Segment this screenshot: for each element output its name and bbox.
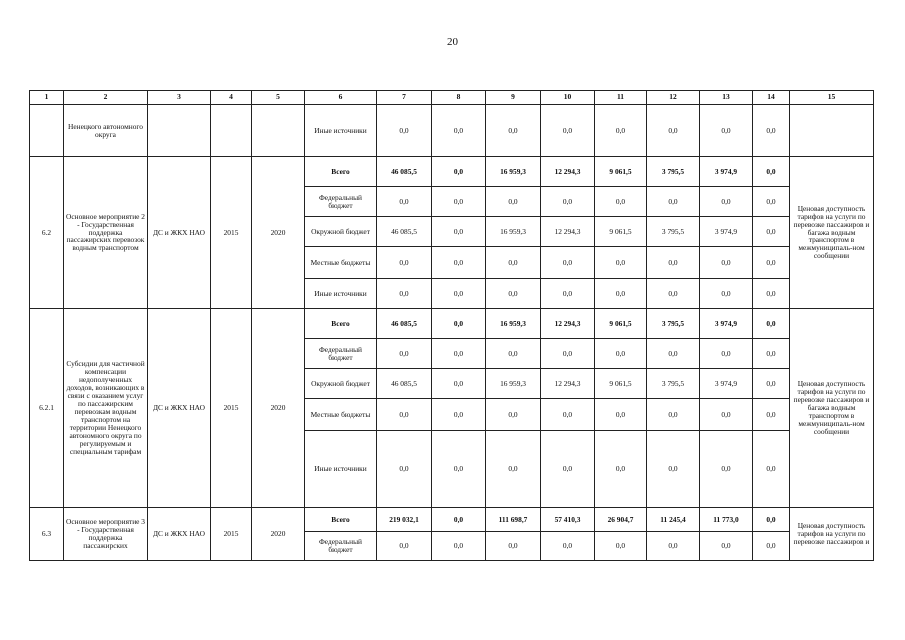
- funding-value: 16 959,3: [486, 157, 541, 187]
- funding-value: 0,0: [486, 247, 541, 279]
- funding-value: 0,0: [595, 532, 647, 561]
- header-cell: 2: [64, 91, 148, 105]
- funding-value: 46 085,5: [377, 217, 432, 247]
- funding-value: 3 974,9: [700, 157, 753, 187]
- funding-source: Иные источники: [305, 431, 377, 508]
- funding-value: 0,0: [700, 532, 753, 561]
- funding-value: 0,0: [486, 279, 541, 309]
- funding-value: 0,0: [541, 187, 595, 217]
- funding-value: 0,0: [753, 431, 790, 508]
- funding-value: 3 795,5: [647, 157, 700, 187]
- activity-description: Основное мероприятие 3 - Государственная поддержка пассажирских: [64, 508, 148, 561]
- funding-source: Местные бюджеты: [305, 247, 377, 279]
- funding-source: Иные источники: [305, 105, 377, 157]
- end-year-cell: 2020: [252, 508, 305, 561]
- funding-value: 0,0: [541, 247, 595, 279]
- funding-value: 0,0: [486, 532, 541, 561]
- funding-value: 0,0: [753, 247, 790, 279]
- funding-value: 0,0: [377, 399, 432, 431]
- funding-value: 0,0: [541, 105, 595, 157]
- program-table: [29, 90, 874, 561]
- funding-value: 0,0: [753, 508, 790, 532]
- funding-source: Федеральный бюджет: [305, 339, 377, 369]
- funding-value: 46 085,5: [377, 157, 432, 187]
- funding-value: 0,0: [647, 339, 700, 369]
- funding-value: 0,0: [700, 431, 753, 508]
- result-cell: Ценовая доступность тарифов на услуги по перевозке пассажиров и багажа водным транспортом в межмуниципаль-ном сообщении: [790, 157, 874, 309]
- funding-value: 0,0: [647, 431, 700, 508]
- funding-value: 0,0: [595, 339, 647, 369]
- funding-value: 0,0: [595, 279, 647, 309]
- header-cell: 5: [252, 91, 305, 105]
- funding-value: 12 294,3: [541, 369, 595, 399]
- header-cell: 8: [432, 91, 486, 105]
- funding-value: 9 061,5: [595, 217, 647, 247]
- funding-value: 0,0: [647, 247, 700, 279]
- funding-value: 0,0: [432, 532, 486, 561]
- row-number: 6.2: [30, 157, 64, 309]
- header-cell: 4: [211, 91, 252, 105]
- funding-value: 16 959,3: [486, 309, 541, 339]
- activity-description: Ненецкого автономного округа: [64, 105, 148, 157]
- funding-value: 0,0: [595, 399, 647, 431]
- funding-value: 0,0: [753, 187, 790, 217]
- funding-value: 0,0: [753, 217, 790, 247]
- funding-value: 0,0: [377, 105, 432, 157]
- funding-value: 12 294,3: [541, 309, 595, 339]
- funding-value: 0,0: [700, 399, 753, 431]
- header-cell: 1: [30, 91, 64, 105]
- funding-value: 0,0: [647, 532, 700, 561]
- funding-source: Окружной бюджет: [305, 369, 377, 399]
- header-cell: 6: [305, 91, 377, 105]
- funding-value: 46 085,5: [377, 309, 432, 339]
- funding-value: 0,0: [541, 339, 595, 369]
- funding-value: 0,0: [432, 369, 486, 399]
- funding-value: 0,0: [377, 279, 432, 309]
- funding-value: 0,0: [432, 508, 486, 532]
- funding-value: 0,0: [647, 187, 700, 217]
- start-year-cell: [211, 105, 252, 157]
- header-cell: 14: [753, 91, 790, 105]
- end-year-cell: 2020: [252, 157, 305, 309]
- start-year-cell: 2015: [211, 157, 252, 309]
- start-year-cell: 2015: [211, 309, 252, 508]
- funding-value: 0,0: [753, 399, 790, 431]
- funding-value: 0,0: [377, 532, 432, 561]
- funding-value: 9 061,5: [595, 309, 647, 339]
- funding-value: 11 245,4: [647, 508, 700, 532]
- funding-value: 0,0: [541, 279, 595, 309]
- funding-value: 0,0: [700, 187, 753, 217]
- end-year-cell: 2020: [252, 309, 305, 508]
- funding-value: 0,0: [700, 105, 753, 157]
- funding-value: 0,0: [377, 247, 432, 279]
- result-cell: Ценовая доступность тарифов на услуги по перевозке пассажиров и: [790, 508, 874, 561]
- table-row: [30, 508, 874, 532]
- executor-cell: ДС и ЖКХ НАО: [148, 508, 211, 561]
- executor-cell: ДС и ЖКХ НАО: [148, 309, 211, 508]
- funding-source: Федеральный бюджет: [305, 532, 377, 561]
- funding-value: 0,0: [432, 431, 486, 508]
- funding-value: 3 795,5: [647, 369, 700, 399]
- funding-value: 0,0: [432, 157, 486, 187]
- funding-source: Всего: [305, 309, 377, 339]
- funding-value: 0,0: [432, 309, 486, 339]
- funding-value: 26 904,7: [595, 508, 647, 532]
- funding-value: 0,0: [432, 105, 486, 157]
- funding-value: 0,0: [647, 279, 700, 309]
- result-cell: Ценовая доступность тарифов на услуги по перевозке пассажиров и багажа водным транспортом в межмуниципаль-ном сообщении: [790, 309, 874, 508]
- header-cell: 3: [148, 91, 211, 105]
- header-cell: 10: [541, 91, 595, 105]
- funding-value: 111 698,7: [486, 508, 541, 532]
- funding-value: 46 085,5: [377, 369, 432, 399]
- start-year-cell: 2015: [211, 508, 252, 561]
- funding-value: 3 974,9: [700, 369, 753, 399]
- funding-value: 0,0: [700, 247, 753, 279]
- funding-value: 16 959,3: [486, 369, 541, 399]
- funding-value: 0,0: [432, 187, 486, 217]
- funding-value: 9 061,5: [595, 157, 647, 187]
- funding-value: 0,0: [432, 279, 486, 309]
- funding-value: 12 294,3: [541, 157, 595, 187]
- funding-source: Окружной бюджет: [305, 217, 377, 247]
- funding-value: 9 061,5: [595, 369, 647, 399]
- funding-value: 0,0: [700, 279, 753, 309]
- table-row: [30, 309, 874, 339]
- funding-value: 0,0: [486, 399, 541, 431]
- activity-description: Основное мероприятие 2 - Государственная поддержка пассажирских перевозок водным транспортом: [64, 157, 148, 309]
- executor-cell: [148, 105, 211, 157]
- funding-value: 0,0: [595, 247, 647, 279]
- header-cell: 7: [377, 91, 432, 105]
- funding-source: Местные бюджеты: [305, 399, 377, 431]
- funding-value: 0,0: [377, 339, 432, 369]
- funding-value: 0,0: [753, 157, 790, 187]
- row-number: 6.3: [30, 508, 64, 561]
- header-cell: 15: [790, 91, 874, 105]
- funding-value: 0,0: [541, 431, 595, 508]
- end-year-cell: [252, 105, 305, 157]
- funding-value: 0,0: [595, 431, 647, 508]
- page-number: 20: [447, 36, 458, 48]
- funding-value: 0,0: [595, 105, 647, 157]
- header-row: [30, 91, 874, 105]
- funding-value: 0,0: [541, 532, 595, 561]
- row-number: 6.2.1: [30, 309, 64, 508]
- funding-value: 0,0: [753, 309, 790, 339]
- funding-value: 0,0: [377, 431, 432, 508]
- funding-value: 57 410,3: [541, 508, 595, 532]
- funding-value: 219 032,1: [377, 508, 432, 532]
- funding-value: 3 795,5: [647, 309, 700, 339]
- header-cell: 13: [700, 91, 753, 105]
- funding-value: 0,0: [595, 187, 647, 217]
- funding-value: 3 795,5: [647, 217, 700, 247]
- activity-description: Субсидии для частичной компенсации недополученных доходов, возникающих в связи с оказанием услуг по пассажирским перевозкам водным транспортом на территории Ненецкого автономного округа по регулируемым и специальным тарифам: [64, 309, 148, 508]
- funding-source: Всего: [305, 157, 377, 187]
- funding-value: 16 959,3: [486, 217, 541, 247]
- funding-value: 3 974,9: [700, 217, 753, 247]
- funding-value: 0,0: [486, 339, 541, 369]
- funding-value: 0,0: [700, 339, 753, 369]
- funding-value: 12 294,3: [541, 217, 595, 247]
- funding-value: 0,0: [647, 105, 700, 157]
- funding-value: 0,0: [541, 399, 595, 431]
- funding-value: 0,0: [753, 105, 790, 157]
- funding-source: Федеральный бюджет: [305, 187, 377, 217]
- funding-value: 0,0: [432, 247, 486, 279]
- funding-value: 11 773,0: [700, 508, 753, 532]
- header-cell: 11: [595, 91, 647, 105]
- funding-value: 0,0: [432, 217, 486, 247]
- funding-value: 0,0: [486, 105, 541, 157]
- funding-value: 0,0: [753, 369, 790, 399]
- funding-value: 0,0: [753, 339, 790, 369]
- funding-value: 0,0: [486, 431, 541, 508]
- funding-value: 0,0: [486, 187, 541, 217]
- funding-value: 3 974,9: [700, 309, 753, 339]
- row-number: [30, 105, 64, 157]
- table-row: [30, 105, 874, 157]
- executor-cell: ДС и ЖКХ НАО: [148, 157, 211, 309]
- funding-value: 0,0: [753, 279, 790, 309]
- funding-value: 0,0: [377, 187, 432, 217]
- funding-value: 0,0: [753, 532, 790, 561]
- result-cell: [790, 105, 874, 157]
- table-row: [30, 157, 874, 187]
- header-cell: 12: [647, 91, 700, 105]
- funding-source: Иные источники: [305, 279, 377, 309]
- funding-value: 0,0: [432, 339, 486, 369]
- header-cell: 9: [486, 91, 541, 105]
- funding-value: 0,0: [647, 399, 700, 431]
- funding-source: Всего: [305, 508, 377, 532]
- funding-value: 0,0: [432, 399, 486, 431]
